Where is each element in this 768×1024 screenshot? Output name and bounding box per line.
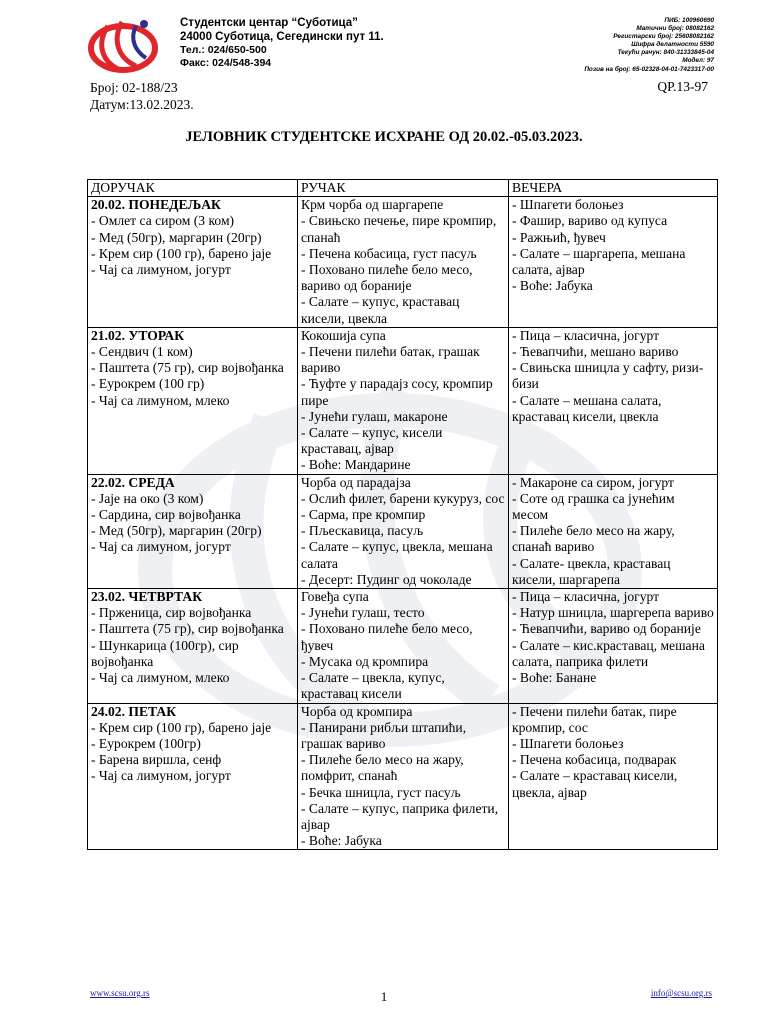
menu-item: - Паштета (75 гр), сир војвођанка bbox=[91, 621, 284, 637]
menu-item: - Свињско печење, пире кромпир, спанаћ bbox=[301, 213, 497, 245]
menu-item: - Омлет са сиром (3 ком) bbox=[91, 213, 235, 229]
menu-item: - Јаје на око (3 ком) bbox=[91, 490, 204, 506]
menu-item: Чорба од кромпира bbox=[301, 703, 413, 719]
reg-line: Текући рачун: 840-31333845-04 bbox=[617, 49, 714, 57]
menu-item: - Салате – мешана салата, краставац кисели, цвекла bbox=[512, 392, 662, 424]
menu-item: - Пилеће бело месо на жару, помфрит, спанаћ bbox=[301, 752, 464, 784]
menu-item: - Салате – купус, паприка филети, ајвар bbox=[301, 800, 499, 832]
day-label: 23.02. ЧЕТВРТАК bbox=[91, 589, 203, 605]
menu-item: - Ћевапчићи, мешано вариво bbox=[512, 344, 679, 360]
menu-item: - Шпагети болоњез bbox=[512, 197, 624, 213]
menu-item: - Салате – купус, кисели краставац, ајвар bbox=[301, 425, 443, 457]
menu-item: - Ћевапчићи, вариво од боранијe bbox=[512, 621, 701, 637]
menu-item: - Воће: Јабука bbox=[512, 278, 593, 294]
day-label: 24.02. ПЕТАК bbox=[91, 703, 177, 719]
dinner-cell bbox=[509, 703, 718, 850]
email-link[interactable]: info@scsu.org.rs bbox=[650, 988, 712, 998]
menu-item: - Шпагети болоњез bbox=[512, 735, 624, 751]
menu-item: - Печена кобасица, подварак bbox=[512, 752, 677, 768]
menu-item: - Салате- цвекла, краставац кисели, шаргарепа bbox=[512, 555, 671, 587]
breakfast-cell bbox=[88, 703, 298, 850]
menu-table bbox=[87, 179, 718, 850]
menu-item: - Пица – класична, јогурт bbox=[512, 589, 660, 605]
menu-item: - Печени пилећи батак, грашак вариво bbox=[301, 344, 480, 376]
menu-item: - Салате – цвекла, купус, краставац кисели bbox=[301, 670, 445, 702]
menu-item: - Чај са лимуном, јогурт bbox=[91, 539, 231, 555]
organization-info bbox=[180, 16, 384, 69]
document-number: Број: 02-188/23 bbox=[90, 80, 178, 95]
menu-item: - Соте од грашка са јунећим месом bbox=[512, 490, 675, 523]
menu-item: - Пљескавица, пасуљ bbox=[301, 523, 424, 539]
menu-item: - Воће: Мандарине bbox=[301, 457, 411, 473]
menu-item: - Бечка шницла, густ пасуљ bbox=[301, 784, 461, 800]
menu-item: - Сендвич (1 ком) bbox=[91, 344, 193, 360]
menu-item: - Ослић филет, барени кукуруз, сос bbox=[301, 490, 505, 506]
reg-line: Шифра делатности 5590 bbox=[631, 41, 714, 49]
menu-item: - Еурокрем (100гр) bbox=[91, 735, 201, 751]
reg-line: Позив на број: 65-02328-04-01-7423317-00 bbox=[584, 65, 714, 73]
menu-item: - Пилеће бело месо на жару, спанаћ вариво bbox=[512, 523, 675, 555]
org-address: 24000 Суботица, Сегедински пут 11. bbox=[180, 31, 384, 43]
menu-item: - Паштета (75 гр), сир војвођанка bbox=[91, 360, 284, 376]
lunch-cell bbox=[298, 589, 509, 703]
menu-item: - Воће: Банане bbox=[512, 670, 597, 686]
reg-line: ПИБ: 100960690 bbox=[664, 17, 714, 24]
breakfast-cell bbox=[88, 197, 298, 328]
menu-item: - Салате – шаргарепа, мешана салата, ајвар bbox=[512, 245, 686, 278]
sc-subotica-logo bbox=[86, 14, 158, 78]
menu-item: - Еурокрем (100 гр) bbox=[91, 376, 205, 392]
document-meta bbox=[90, 79, 194, 113]
menu-item: - Шункарица (100гр), сир војвођанка bbox=[91, 637, 239, 669]
document-date: Датум:13.02.2023. bbox=[90, 97, 194, 112]
menu-item: - Јунећи гулаш, макароне bbox=[301, 408, 448, 424]
menu-item: - Крем сир (100 гр), барено јаје bbox=[91, 245, 272, 261]
dinner-cell bbox=[509, 327, 718, 474]
website-link[interactable]: www.scsu.org.rs bbox=[90, 988, 150, 998]
day-label: 22.02. СРЕДА bbox=[91, 474, 175, 490]
breakfast-cell bbox=[88, 589, 298, 703]
org-name: Студентски центар “Суботица” bbox=[180, 17, 358, 29]
dinner-cell bbox=[509, 197, 718, 328]
menu-item: - Мед (50гр), маргарин (20гр) bbox=[91, 229, 262, 245]
menu-item: - Салате – кис.краставац, мешана салата, паприка филети bbox=[512, 637, 705, 669]
page-title: ЈЕЛОВНИК СТУДЕНТСКЕ ИСХРАНЕ ОД 20.02.-05.03.2023. bbox=[185, 129, 583, 145]
menu-item: - Поховано пилеће бело месо, ђувеч bbox=[301, 621, 473, 653]
table-row bbox=[88, 197, 718, 328]
menu-item: - Прженица, сир војвођанка bbox=[91, 605, 252, 621]
menu-item: - Мед (50гр), маргарин (20гр) bbox=[91, 523, 262, 539]
menu-item: Говеђа супа bbox=[301, 589, 369, 605]
menu-item: - Сарма, пре кромпир bbox=[301, 507, 426, 523]
menu-item: - Салате – краставац кисели, цвекла, ајвар bbox=[512, 768, 678, 800]
menu-item: - Чај са лимуном, јогурт bbox=[91, 262, 231, 278]
day-label: 21.02. УТОРАК bbox=[91, 327, 185, 343]
document-code: QP.13-97 bbox=[657, 79, 708, 94]
menu-item: - Печена кобасица, густ пасуљ bbox=[301, 245, 477, 261]
menu-item: - Јунећи гулаш, тесто bbox=[301, 605, 425, 621]
lunch-cell bbox=[298, 703, 509, 850]
reg-line: Модел: 97 bbox=[682, 57, 714, 65]
menu-item: - Чај са лимуном, млеко bbox=[91, 670, 230, 686]
menu-item: - Ћуфте у парадајз сосу, кромпир пире bbox=[301, 376, 493, 408]
menu-item: - Поховано пилеће бело месо, вариво од боранијe bbox=[301, 262, 473, 294]
menu-item: - Десерт: Пудинг од чоколаде bbox=[301, 571, 472, 587]
org-phone: Тел.: 024/650-500 bbox=[180, 44, 267, 56]
table-row bbox=[88, 474, 718, 588]
lunch-cell bbox=[298, 474, 509, 588]
menu-item: - Крем сир (100 гр), барено јаје bbox=[91, 719, 272, 735]
menu-item: - Панирани рибљи штапићи, грашак вариво bbox=[301, 719, 467, 751]
table-row bbox=[88, 589, 718, 703]
menu-item: - Ражњић, ђувеч bbox=[512, 229, 606, 245]
table-row bbox=[88, 703, 718, 850]
letterhead bbox=[0, 0, 768, 80]
org-fax: Факс: 024/548-394 bbox=[180, 56, 272, 69]
menu-item: - Чај са лимуном, јогурт bbox=[91, 768, 231, 784]
menu-item: - Макароне са сиром, јогурт bbox=[512, 474, 674, 490]
table-header-row bbox=[88, 180, 718, 197]
registration-info bbox=[584, 17, 714, 74]
dinner-cell bbox=[509, 589, 718, 703]
menu-item: - Свињска шницла у сафту, ризи- бизи bbox=[512, 360, 704, 392]
header-dinner: ВЕЧЕРА bbox=[509, 180, 718, 197]
page-number: 1 bbox=[380, 989, 388, 1004]
header-lunch: РУЧАК bbox=[298, 180, 509, 197]
lunch-cell bbox=[298, 327, 509, 474]
header-breakfast: ДОРУЧАК bbox=[88, 180, 298, 197]
lunch-cell bbox=[298, 197, 509, 328]
menu-item: - Салате – купус, краставац кисели, цвекла bbox=[301, 294, 460, 326]
breakfast-cell bbox=[88, 474, 298, 588]
table-row bbox=[88, 327, 718, 474]
menu-item: - Салате – купус, цвекла, мешана салата bbox=[301, 539, 493, 571]
reg-line: Матични број: 08082162 bbox=[636, 25, 714, 33]
menu-item: Крм чорба од шаргарепе bbox=[301, 197, 444, 213]
menu-item: Кокошија супа bbox=[301, 327, 386, 343]
menu-item: - Фашир, вариво од купуса bbox=[512, 213, 668, 229]
menu-item: - Мусака од кромпира bbox=[301, 653, 429, 669]
menu-item: - Натур шницла, шаргерепа вариво bbox=[512, 605, 714, 621]
menu-item: - Воће: Јабука bbox=[301, 833, 382, 849]
menu-item: - Чај са лимуном, млеко bbox=[91, 392, 230, 408]
reg-line: Регистарски број: 25608082162 bbox=[613, 33, 714, 41]
menu-item: - Пица – класична, јогурт bbox=[512, 327, 660, 343]
menu-item: Чорба од парадајза bbox=[301, 474, 411, 490]
day-label: 20.02. ПОНЕДЕЉАК bbox=[91, 197, 221, 213]
menu-item: - Барена виршла, сенф bbox=[91, 752, 222, 768]
breakfast-cell bbox=[88, 327, 298, 474]
menu-item: - Сардина, сир војвођанка bbox=[91, 507, 241, 523]
menu-item: - Печени пилећи батак, пире кромпир, сос bbox=[512, 703, 677, 735]
dinner-cell bbox=[509, 474, 718, 588]
